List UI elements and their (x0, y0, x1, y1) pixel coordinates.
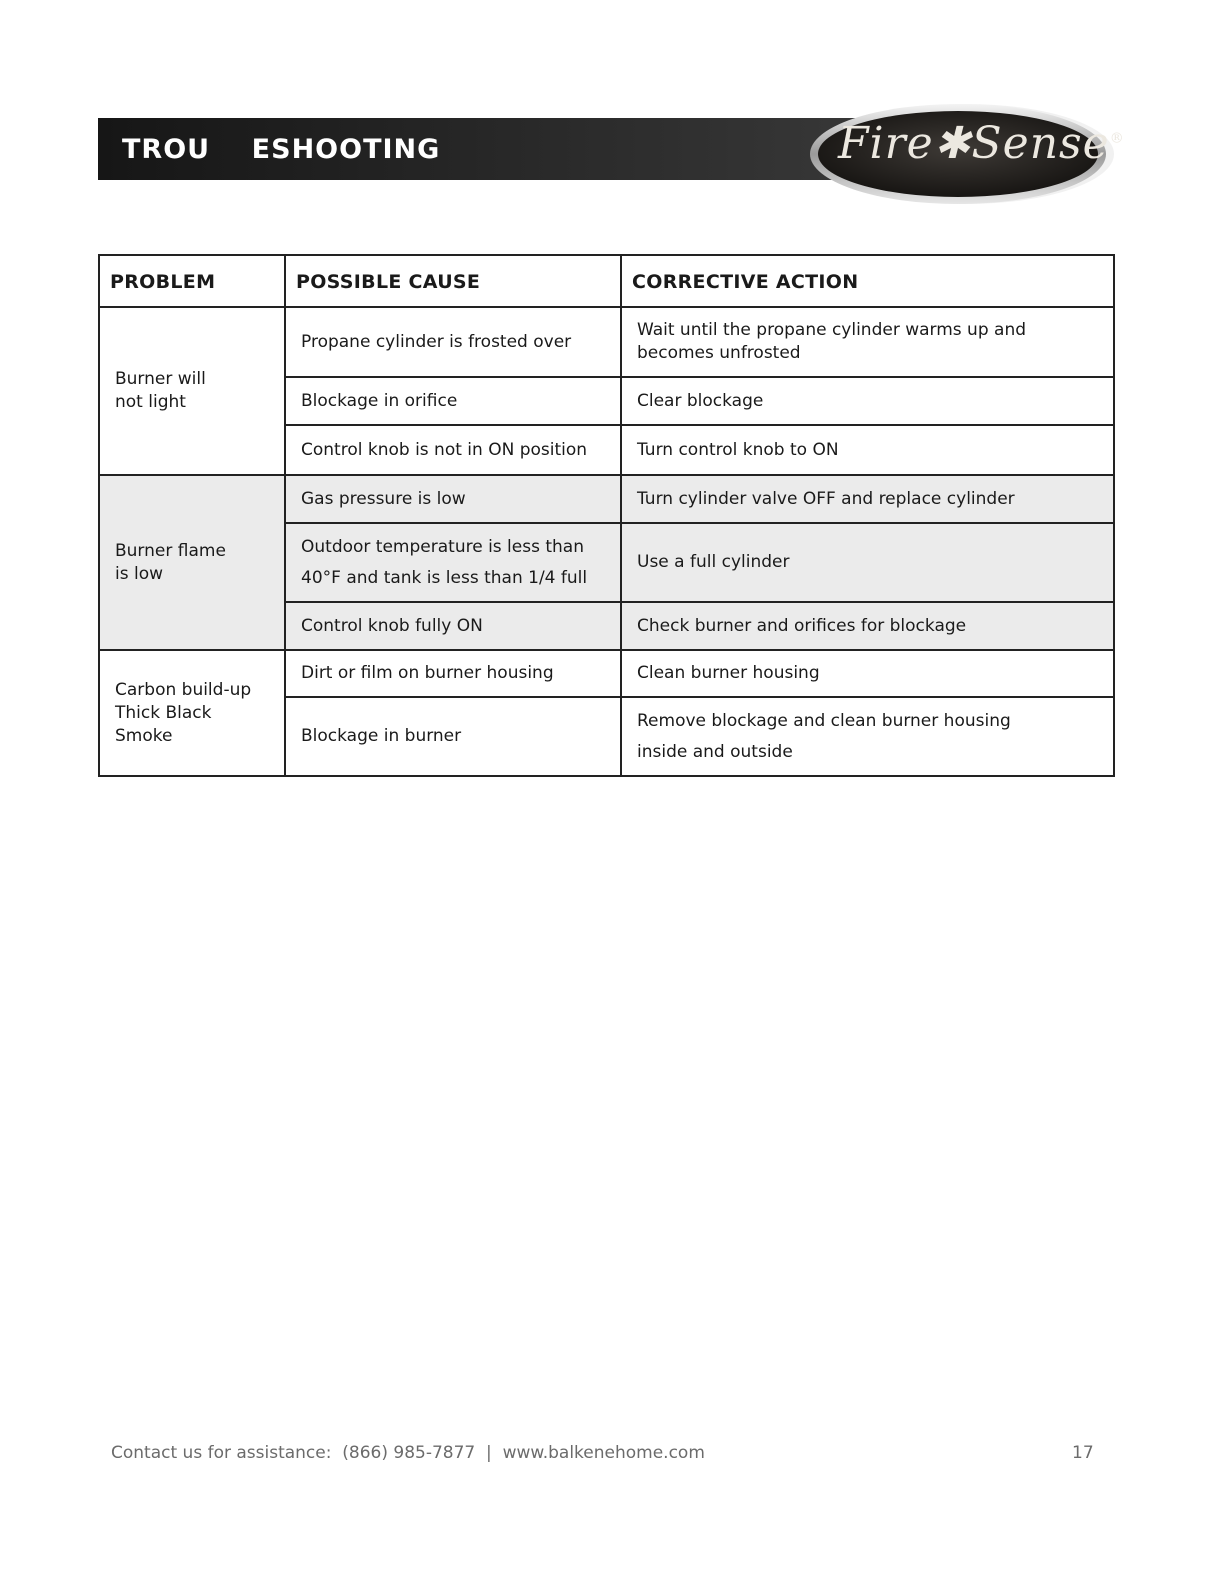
action-cell: Clear blockage (621, 377, 1114, 425)
cause-line: Outdoor temperature is less than (301, 536, 584, 557)
action-cell: Wait until the propane cylinder warms up and becomes unfrosted (621, 307, 1114, 377)
cause-cell: Blockage in burner (285, 697, 621, 776)
page-title: TROU ESHOOTING (122, 134, 441, 165)
action-line: inside and outside (637, 741, 793, 762)
problem-line: Carbon build-up (115, 679, 252, 700)
problem-line: not light (115, 392, 186, 412)
cause-cell: Control knob is not in ON position (285, 425, 621, 475)
table-row (99, 307, 1114, 377)
logo-wordmark: Fire✱Sense® (838, 118, 1125, 169)
footer-contact: Contact us for assistance: (866) 985-7877 | www.balkenehome.com (111, 1443, 705, 1463)
problem-cell (99, 650, 285, 776)
cause-cell: Propane cylinder is frosted over (285, 307, 621, 377)
action-cell: Use a full cylinder (621, 523, 1114, 602)
cause-cell: Gas pressure is low (285, 475, 621, 523)
table-header-row (99, 255, 1114, 307)
action-cell: Turn cylinder valve OFF and replace cylinder (621, 475, 1114, 523)
cause-cell: Control knob fully ON (285, 602, 621, 650)
troubleshooting-table (98, 254, 1115, 777)
table-row (99, 650, 1114, 697)
action-cell: Turn control knob to ON (621, 425, 1114, 475)
problem-line: Burner flame (115, 540, 226, 561)
table-row (99, 475, 1114, 523)
cause-line: 40°F and tank is less than 1/4 full (301, 567, 588, 588)
action-line: Remove blockage and clean burner housing (637, 710, 1011, 731)
column-header-possible-cause: POSSIBLE CAUSE (285, 255, 621, 307)
cause-cell: Dirt or film on burner housing (285, 650, 621, 697)
problem-line: Burner will (115, 369, 206, 389)
problem-line: Thick Black Smoke (115, 702, 212, 746)
column-header-corrective-action: CORRECTIVE ACTION (621, 255, 1114, 307)
action-cell: Check burner and orifices for blockage (621, 602, 1114, 650)
column-header-problem: PROBLEM (99, 255, 285, 307)
problem-cell (99, 307, 285, 475)
action-cell (621, 697, 1114, 776)
problem-cell (99, 475, 285, 650)
action-cell: Clean burner housing (621, 650, 1114, 697)
cause-cell: Blockage in orifice (285, 377, 621, 425)
cause-cell (285, 523, 621, 602)
problem-line: is low (115, 563, 164, 584)
page-number: 17 (1072, 1443, 1094, 1463)
